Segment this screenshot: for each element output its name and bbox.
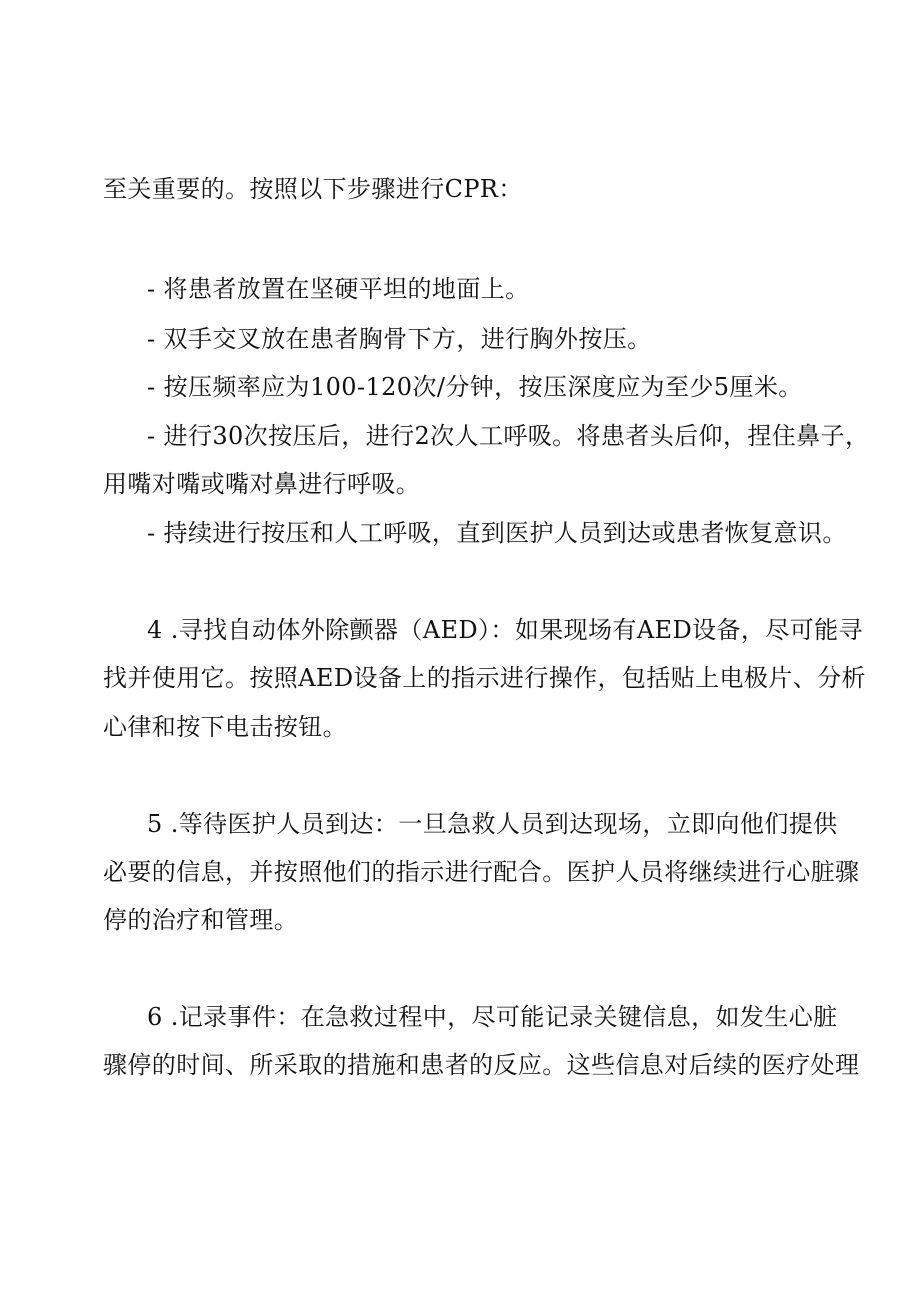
section-5-line-3: 停的治疗和管理。	[103, 906, 299, 934]
intro-continuation: 至关重要的。按照以下步骤进行CPR：	[103, 175, 523, 203]
section-6-line-2: 骤停的时间、所采取的措施和患者的反应。这些信息对后续的医疗处理	[103, 1051, 860, 1079]
section-5-line-2: 必要的信息，并按照他们的指示进行配合。医护人员将继续进行心脏骤	[103, 858, 860, 886]
cpr-step-4-line-1: - 进行30次按压后，进行2次人工呼吸。将患者头后仰，捏住鼻子，	[147, 422, 870, 450]
section-5-line-1: 5 .等待医护人员到达：一旦急救人员到达现场，立即向他们提供	[147, 810, 838, 838]
section-4-line-2: 找并使用它。按照AED设备上的指示进行操作，包括贴上电极片、分析	[103, 664, 866, 692]
cpr-step-2: - 双手交叉放在患者胸骨下方，进行胸外按压。	[147, 325, 652, 353]
cpr-step-3: - 按压频率应为100-120次/分钟，按压深度应为至少5厘米。	[147, 373, 803, 401]
cpr-step-5: - 持续进行按压和人工呼吸，直到医护人员到达或患者恢复意识。	[147, 519, 847, 547]
section-6-line-1: 6 .记录事件：在急救过程中，尽可能记录关键信息，如发生心脏	[147, 1003, 838, 1031]
cpr-step-1: - 将患者放置在坚硬平坦的地面上。	[147, 275, 530, 303]
cpr-step-4-line-2: 用嘴对嘴或嘴对鼻进行呼吸。	[103, 470, 421, 498]
section-4-line-3: 心律和按下电击按钮。	[103, 713, 347, 741]
section-4-line-1: 4 .寻找自动体外除颤器（AED）：如果现场有AED设备，尽可能寻	[147, 616, 863, 644]
